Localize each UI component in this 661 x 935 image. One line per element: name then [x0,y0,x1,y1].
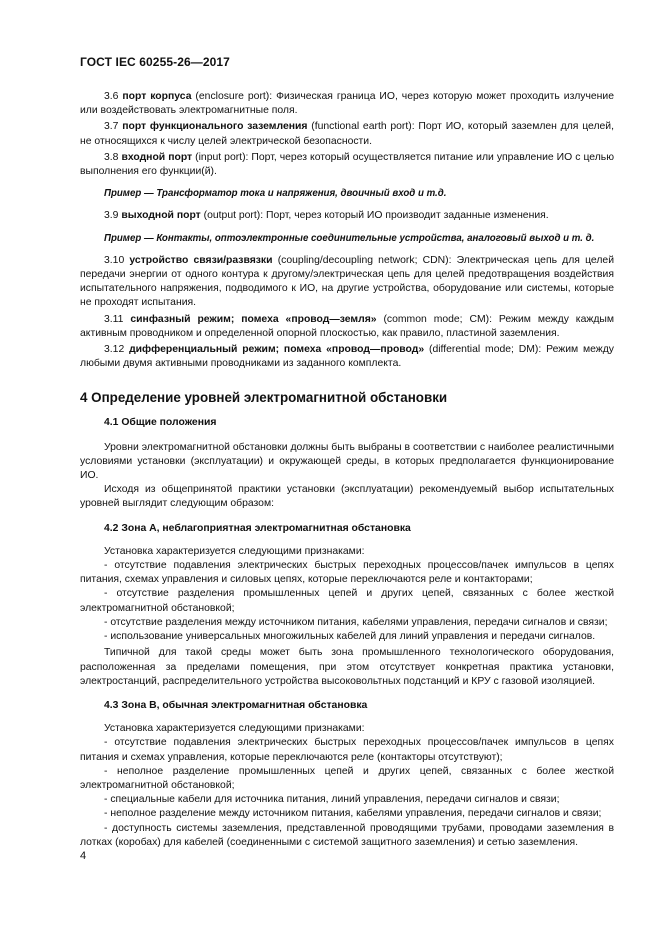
definition-3-6 [80,90,614,118]
definition-number: 3.11 [104,313,124,325]
paragraph: Уровни электромагнитной обстановки должны быть выбраны в соответствии с наиболее реалистичными условиями установки (эксплуатации) и окружающей среды, в которых предполагается функционирование ИО. [80,441,614,482]
list-item: - доступность системы заземления, представленной проводящими трубами, проводами заземления в лотках (коробах) для кабелей (соединенными с системой защитного заземления) и сетью заземления. [80,822,614,848]
definition-number: 3.10 [104,254,125,266]
definition-text: (output port): Порт, через который ИО производит заданные изменения. [200,210,549,222]
definition-term: входной порт [121,151,193,163]
definition-text: (common mode; CM): Режим между каждым активным проводником и определенной опорной плоскостью, как правило, пластиной заземления. [80,313,614,339]
definition-term: устройство связи/развязки [129,254,273,266]
definition-3-11 [80,313,614,341]
definition-text: (coupling/decoupling network; CDN): Электрическая цепь для целей передачи энергии от одного контура к другому/электрическая цепь для целей предотвращения воздействия испытательного напряжения, подводимого к ИО, на другие устройства, оборудование или системы, которые не проходят испытания. [80,254,614,309]
definition-number: 3.8 [104,151,119,163]
definition-term: дифференциальный режим; помеха «провод—провод» [129,344,425,356]
definition-number: 3.9 [104,210,119,222]
definition-text: (input port): Порт, через который осуществляется питание или управление ИО с целью выполнения его функции(й). [80,151,614,178]
definition-number: 3.12 [104,344,125,356]
subsection-heading: 4.1 Общие положения [104,417,217,429]
document-header: ГОСТ IEC 60255-26—2017 [80,55,230,69]
definition-text: (enclosure port): Физическая граница ИО, через которую может проходить излучение или воздействовать электромагнитные поля. [80,91,615,117]
list-item: - отсутствие разделения между источником питания, кабелями управления, передачи сигналов и связи; [104,616,608,628]
definition-text: (functional earth port): Порт ИО, который заземлен для целей, не относящихся к числу целей электрической безопасности. [80,121,614,147]
definition-term: порт корпуса [122,91,192,102]
definition-3-8 [80,151,614,179]
list-item: - отсутствие подавления электрических быстрых переходных процессов/пачек импульсов в цепях питания, схемах управления и силовых цепях, которые переключаются реле и контакторами; [80,560,614,586]
definition-3-12 [80,343,614,371]
example-note: Пример — Контакты, оптоэлектронные соединительные устройства, аналоговый выход и т. д. [104,232,595,244]
list-item: - неполное разделение между источником питания, кабелями управления, передачи сигналов и связи; [104,808,602,820]
page-body [80,90,614,850]
paragraph: Установка характеризуется следующими признаками: [104,723,365,735]
definition-term: выходной порт [121,210,201,222]
definition-number: 3.7 [104,121,119,133]
definition-3-9 [80,209,614,223]
example-note: Пример — Трансформатор тока и напряжения, двоичный вход и т.д. [104,188,447,200]
list-item: - специальные кабели для источника питания, линий управления, передачи сигналов и связи; [104,794,560,806]
list-item: - использование универсальных многожильных кабелей для линий управления и передачи сигналов. [104,631,596,643]
list-item: - отсутствие подавления электрических быстрых переходных процессов/пачек импульсов в цепях питания и схемах управления, которые переключаются реле (контакторы отсутствуют); [80,737,614,763]
subsection-heading: 4.2 Зона А, неблагоприятная электромагнитная обстановка [104,522,411,534]
definition-term: синфазный режим; помеха «провод—земля» [130,313,377,325]
page-number: 4 [80,850,87,862]
definition-3-10 [80,254,614,311]
definition-text: (differential mode; DM): Режим между любыми двумя активными проводниками из заданного комплекта. [80,344,614,370]
paragraph: Типичной для такой среды может быть зона промышленного технологического оборудования, расположенная за пределами помещения, при этом отсутствует конкретная практика установки, электростанций, распределительного устройства высоковольтных подстанций и КРУ с газовой изоляцией. [80,647,614,687]
subsection-heading: 4.3 Зона В, обычная электромагнитная обстановка [104,699,368,711]
definition-term: порт функционального заземления [122,121,308,133]
section-heading: 4 Определение уровней электромагнитной обстановки [80,390,448,406]
paragraph: Установка характеризуется следующими признаками: [104,545,365,557]
paragraph: Исходя из общепринятой практики установки (эксплуатации) рекомендуемый выбор испытательных уровней выглядит следующим образом: [80,484,614,510]
list-item: - неполное разделение промышленных цепей и других цепей, связанных с более жесткой электромагнитной обстановкой; [80,765,614,791]
list-item: - отсутствие разделения промышленных цепей и других цепей, связанных с более жесткой электромагнитной обстановкой; [80,588,614,614]
definition-number: 3.6 [104,91,119,102]
definition-3-7 [80,120,614,148]
